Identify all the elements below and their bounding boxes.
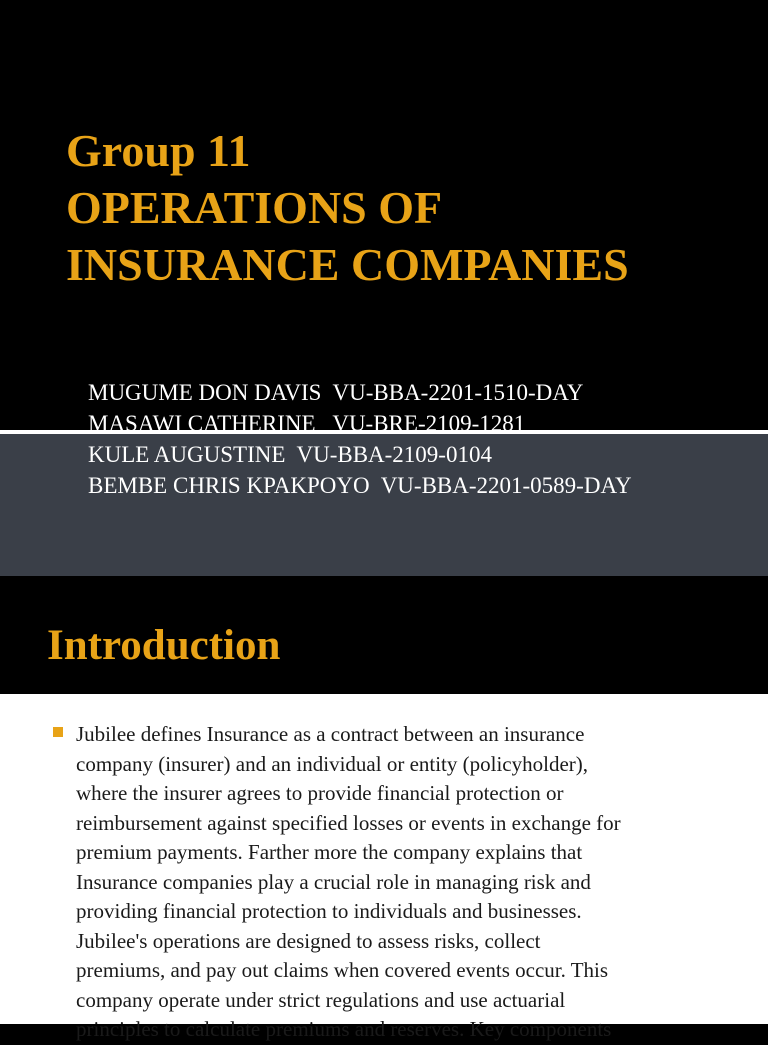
introduction-slide [0, 576, 768, 1041]
paragraph-line: company (insurer) and an individual or entity (policyholder), [76, 751, 589, 776]
member-line: KULE AUGUSTINE VU-BBA-2109-0104 [88, 442, 492, 467]
slide-title [66, 122, 756, 293]
paragraph-line: principles to calculate premiums and reserves. Key components [76, 1017, 612, 1041]
square-bullet-icon [53, 727, 63, 737]
paragraph-line: Jubilee's operations are designed to assess risks, collect [76, 928, 541, 953]
member-line-clipped-wrapper [88, 408, 758, 436]
member-line: MUGUME DON DAVIS VU-BBA-2201-1510-DAY [88, 380, 584, 405]
title-line-insurance: INSURANCE COMPANIES [66, 239, 629, 290]
member-line: MASAWI CATHERINE VU-BRE-2109-1281 [88, 411, 526, 436]
paragraph-line: premiums, and pay out claims when covered events occur. This [76, 958, 609, 982]
member-line: BEMBE CHRIS KPAKPOYO VU-BBA-2201-0589-DAY [88, 473, 632, 498]
bullet-paragraph [76, 720, 736, 1045]
paragraph-line: Insurance companies play a crucial role in managing risk and [76, 869, 591, 894]
title-line-operations: OPERATIONS OF [66, 182, 443, 233]
paragraph-line: reimbursement against specified losses or events in exchange for [76, 810, 621, 835]
paragraph-line: company operate under strict regulations and use actuarial [76, 987, 566, 1012]
title-line-group: Group 11 [66, 125, 251, 176]
paragraph-line: providing financial protection to individuals and businesses. [76, 899, 582, 923]
paragraph-line: premium payments. Farther more the company explains that [76, 840, 583, 864]
paragraph-line: where the insurer agrees to provide financial protection or [76, 781, 564, 805]
paragraph-line: Jubilee defines Insurance as a contract between an insurance [76, 722, 585, 746]
introduction-heading: Introduction [47, 622, 281, 669]
group-members-list [88, 377, 758, 501]
